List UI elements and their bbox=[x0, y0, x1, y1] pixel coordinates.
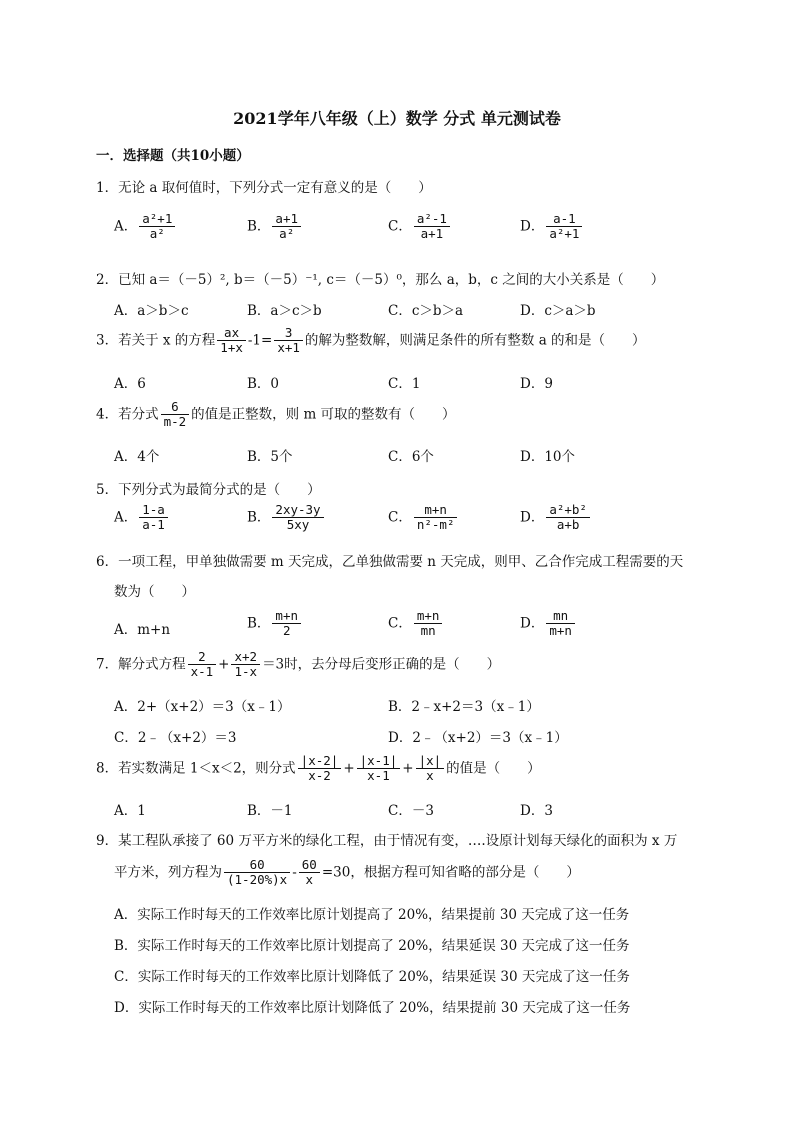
q3-option-d: D．9 bbox=[520, 376, 553, 392]
fraction: $\frac{|x|}{x}$ bbox=[416, 754, 445, 784]
fraction: $\frac{ax}{1+x}$ bbox=[217, 326, 246, 356]
fraction: $\frac{6}{m-2}$ bbox=[161, 400, 190, 430]
question-6-stem-line-1: 6．一项工程，甲单独做需要 m 天完成，乙单独做需要 n 天完成，则甲、乙合作完成工程需要的天 bbox=[96, 554, 684, 570]
q3-option-a: A．6 bbox=[114, 376, 146, 392]
question-6-stem-line-2: 数为（ ） bbox=[114, 584, 195, 600]
fraction: $\frac{2}{x-1}$ bbox=[188, 650, 217, 680]
q8-option-a: A．1 bbox=[114, 803, 146, 819]
q7-option-d: D．2﹣（x+2）＝3（x﹣1） bbox=[388, 730, 568, 746]
fraction: $\frac{|x-1|}{x-1}$ bbox=[357, 754, 401, 784]
question-7-stem: 7．解分式方程 $\frac{2}{x-1}$ + $\frac{x+2}{1-x}$ ＝3时，去分母后变形正确的是（ ） bbox=[96, 649, 501, 680]
q4-option-c: C．6个 bbox=[388, 449, 434, 465]
question-1-stem: 1．无论 a 取何值时，下列分式一定有意义的是（ ） bbox=[96, 180, 432, 196]
fraction: $\frac{m+n}{mn}$ bbox=[414, 609, 443, 639]
q4-option-d: D．10个 bbox=[520, 449, 576, 465]
q5-option-d: D． $\frac{\text{a²+b²}}{a+b}$ bbox=[520, 503, 592, 533]
question-5-stem: 5．下列分式为最简分式的是（ ） bbox=[96, 482, 321, 498]
page-title: 2021学年八年级（上）数学 分式 单元测试卷 bbox=[233, 109, 561, 128]
q2-option-a: A．a＞b＞c bbox=[114, 303, 189, 319]
q5-option-c: C． $\frac{m+n}{\text{n²-m²}}$ bbox=[388, 503, 459, 533]
question-4-stem: 4．若分式 $\frac{6}{m-2}$ 的值是正整数，则 m 可取的整数有（ ） bbox=[96, 399, 456, 430]
q9-option-c: C．实际工作时每天的工作效率比原计划降低了 20%，结果延误 30 天完成了这一任务 bbox=[114, 969, 630, 985]
question-8-stem: 8．若实数满足 1＜x＜2，则分式 $\frac{|x-2|}{x-2}$ + $\frac{|x-1|}{x-1}$ + $\frac{|x|}{x}$ 的值是（ ） bbox=[96, 753, 541, 784]
q9-option-d: D．实际工作时每天的工作效率比原计划降低了 20%，结果提前 30 天完成了这一任务 bbox=[114, 1000, 631, 1016]
fraction: $\frac{\text{a²+1}}{\text{a²}}$ bbox=[139, 212, 175, 242]
fraction: $\frac{60}{x}$ bbox=[299, 858, 320, 888]
q9-option-a: A．实际工作时每天的工作效率比原计划提高了 20%，结果提前 30 天完成了这一任务 bbox=[114, 907, 630, 923]
q8-option-b: B．－1 bbox=[247, 803, 293, 819]
question-9-stem-line-1: 9．某工程队承接了 60 万平方米的绿化工程，由于情况有变，….设原计划每天绿化的面积为 x 万 bbox=[96, 833, 678, 849]
fraction: $\frac{\text{a²+b²}}{a+b}$ bbox=[546, 503, 590, 533]
q4-option-b: B．5个 bbox=[247, 449, 293, 465]
q9-option-b: B．实际工作时每天的工作效率比原计划提高了 20%，结果延误 30 天完成了这一任务 bbox=[114, 938, 630, 954]
q2-option-b: B．a＞c＞b bbox=[247, 303, 322, 319]
q2-option-d: D．c＞a＞b bbox=[520, 303, 596, 319]
q3-option-c: C．1 bbox=[388, 376, 421, 392]
q7-option-b: B．2﹣x+2＝3（x﹣1） bbox=[388, 699, 540, 715]
q7-option-a: A．2+（x+2）＝3（x﹣1） bbox=[114, 699, 291, 715]
fraction: $\frac{\text{a²-1}}{a+1}$ bbox=[414, 212, 450, 242]
q6-option-b: B． $\frac{m+n}{2}$ bbox=[247, 609, 303, 639]
fraction: $\frac{m+n}{\text{n²-m²}}$ bbox=[414, 503, 458, 533]
fraction: $\frac{a-1}{\text{a²+1}}$ bbox=[546, 212, 582, 242]
q7-option-c: C．2﹣（x+2）＝3 bbox=[114, 730, 237, 746]
q2-option-c: C．c＞b＞a bbox=[388, 303, 464, 319]
question-3-stem: 3．若关于 x 的方程 $\frac{ax}{1+x}$ -1= $\frac{3}{x+1}$ 的解为整数解，则满足条件的所有整数 a 的和是（ ） bbox=[96, 325, 646, 356]
q1-option-a: A． $\frac{\text{a²+1}}{\text{a²}}$ bbox=[114, 212, 177, 242]
fraction: $\frac{60}{(1-20\%)x}$ bbox=[224, 858, 290, 888]
q6-option-a: A．m+n bbox=[114, 622, 171, 638]
q8-option-d: D．3 bbox=[520, 803, 553, 819]
q5-option-b: B． $\frac{2xy-3y}{5xy}$ bbox=[247, 503, 326, 533]
q1-option-b: B． $\frac{a+1}{\text{a²}}$ bbox=[247, 212, 303, 242]
fraction: $\frac{x+2}{1-x}$ bbox=[231, 650, 260, 680]
section-heading: 一．选择题（共10小题） bbox=[96, 148, 250, 164]
q1-option-c: C． $\frac{\text{a²-1}}{a+1}$ bbox=[388, 212, 452, 242]
q5-option-a: A． $\frac{1-a}{a-1}$ bbox=[114, 503, 170, 533]
fraction: $\frac{mn}{m+n}$ bbox=[546, 609, 575, 639]
q6-option-c: C． $\frac{m+n}{mn}$ bbox=[388, 609, 444, 639]
fraction: $\frac{2xy-3y}{5xy}$ bbox=[272, 503, 323, 533]
fraction: $\frac{|x-2|}{x-2}$ bbox=[298, 754, 342, 784]
q8-option-c: C．－3 bbox=[388, 803, 434, 819]
fraction: $\frac{3}{x+1}$ bbox=[274, 326, 303, 356]
q4-option-a: A．4个 bbox=[114, 449, 160, 465]
question-9-stem-line-2: 平方米，列方程为 $\frac{60}{(1-20\%)x}$ - $\frac{60}{x}$ =30，根据方程可知省略的部分是（ ） bbox=[114, 857, 580, 888]
question-2-stem: 2．已知 a＝（－5）², b＝（－5）⁻¹, c＝（－5）⁰，那么 a，b，c 之间的大小关系是（ ） bbox=[96, 272, 665, 288]
q3-option-b: B．0 bbox=[247, 376, 280, 392]
fraction: $\frac{a+1}{\text{a²}}$ bbox=[272, 212, 301, 242]
fraction: $\frac{1-a}{a-1}$ bbox=[139, 503, 168, 533]
q1-option-d: D． $\frac{a-1}{\text{a²+1}}$ bbox=[520, 212, 584, 242]
q6-option-d: D． $\frac{mn}{m+n}$ bbox=[520, 609, 577, 639]
fraction: $\frac{m+n}{2}$ bbox=[272, 609, 301, 639]
